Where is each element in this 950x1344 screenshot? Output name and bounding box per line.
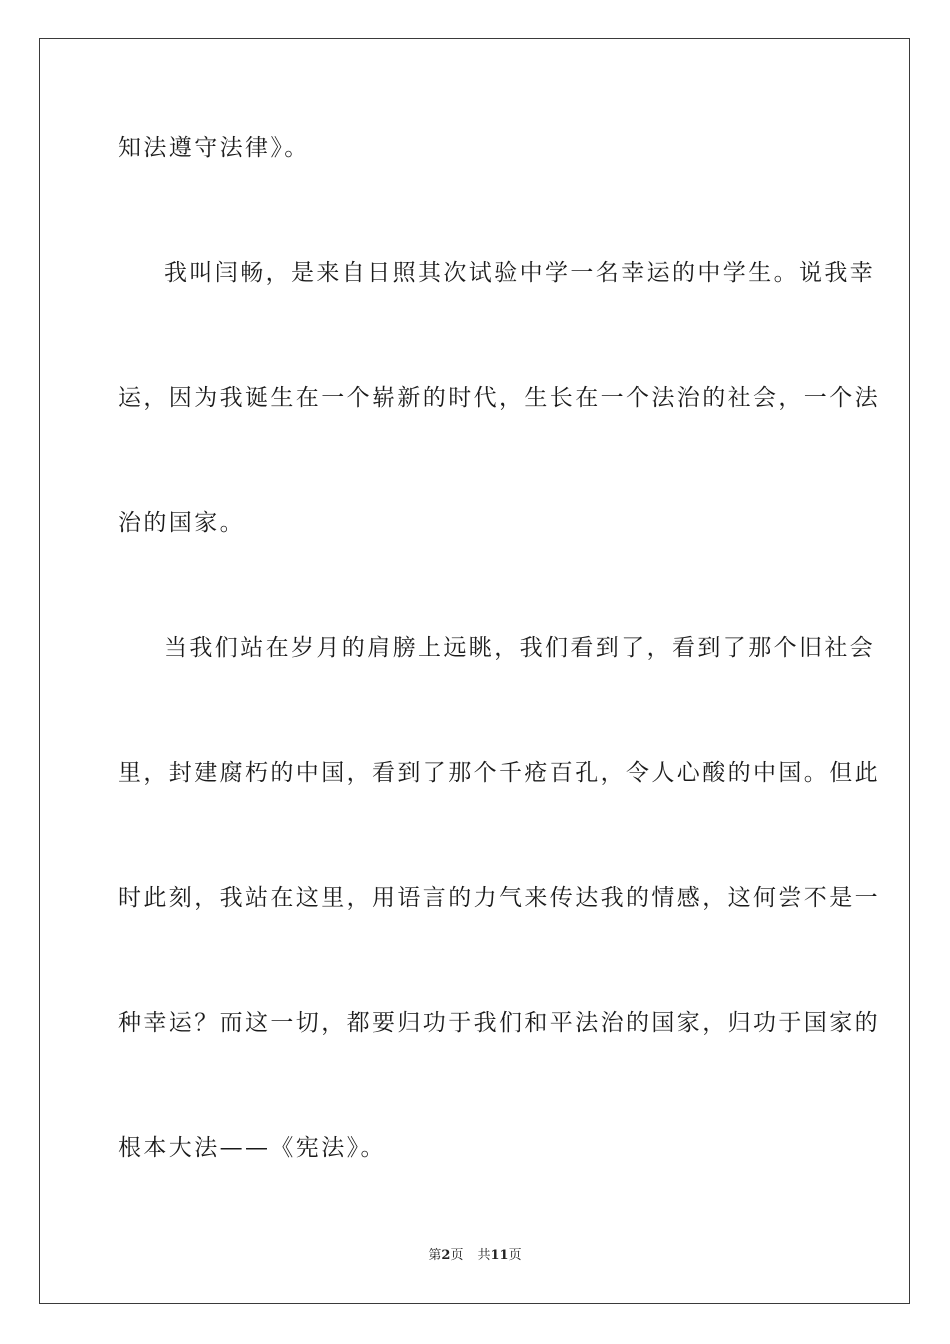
text-line-3: 运，因为我诞生在一个崭新的时代，生长在一个法治的社会，一个法 bbox=[118, 385, 880, 411]
text-line-7: 时此刻，我站在这里，用语言的力气来传达我的情感，这何尝不是一 bbox=[118, 885, 880, 911]
text-line-8: 种幸运？而这一切，都要归功于我们和平法治的国家，归功于国家的 bbox=[118, 1010, 880, 1036]
text-line-2: 我叫闫畅，是来自日照其次试验中学一名幸运的中学生。说我幸 bbox=[164, 260, 876, 286]
total-pages: 11 bbox=[490, 1248, 509, 1263]
page-footer bbox=[0, 1247, 950, 1265]
text-line-6: 里，封建腐朽的中国，看到了那个千疮百孔，令人心酸的中国。但此 bbox=[118, 760, 880, 786]
page-suffix: 页 bbox=[450, 1248, 464, 1263]
total-prefix: 共 bbox=[477, 1248, 491, 1263]
text-line-5: 当我们站在岁月的肩膀上远眺，我们看到了，看到了那个旧社会 bbox=[164, 635, 876, 661]
page-prefix: 第 bbox=[428, 1248, 442, 1263]
text-line-4: 治的国家。 bbox=[118, 510, 245, 536]
page-border bbox=[39, 38, 910, 1304]
text-line-9: 根本大法——《宪法》。 bbox=[118, 1135, 386, 1161]
total-suffix: 页 bbox=[508, 1248, 522, 1263]
page-number: 2 bbox=[441, 1248, 451, 1263]
text-line-1: 知法遵守法律》。 bbox=[118, 135, 310, 161]
